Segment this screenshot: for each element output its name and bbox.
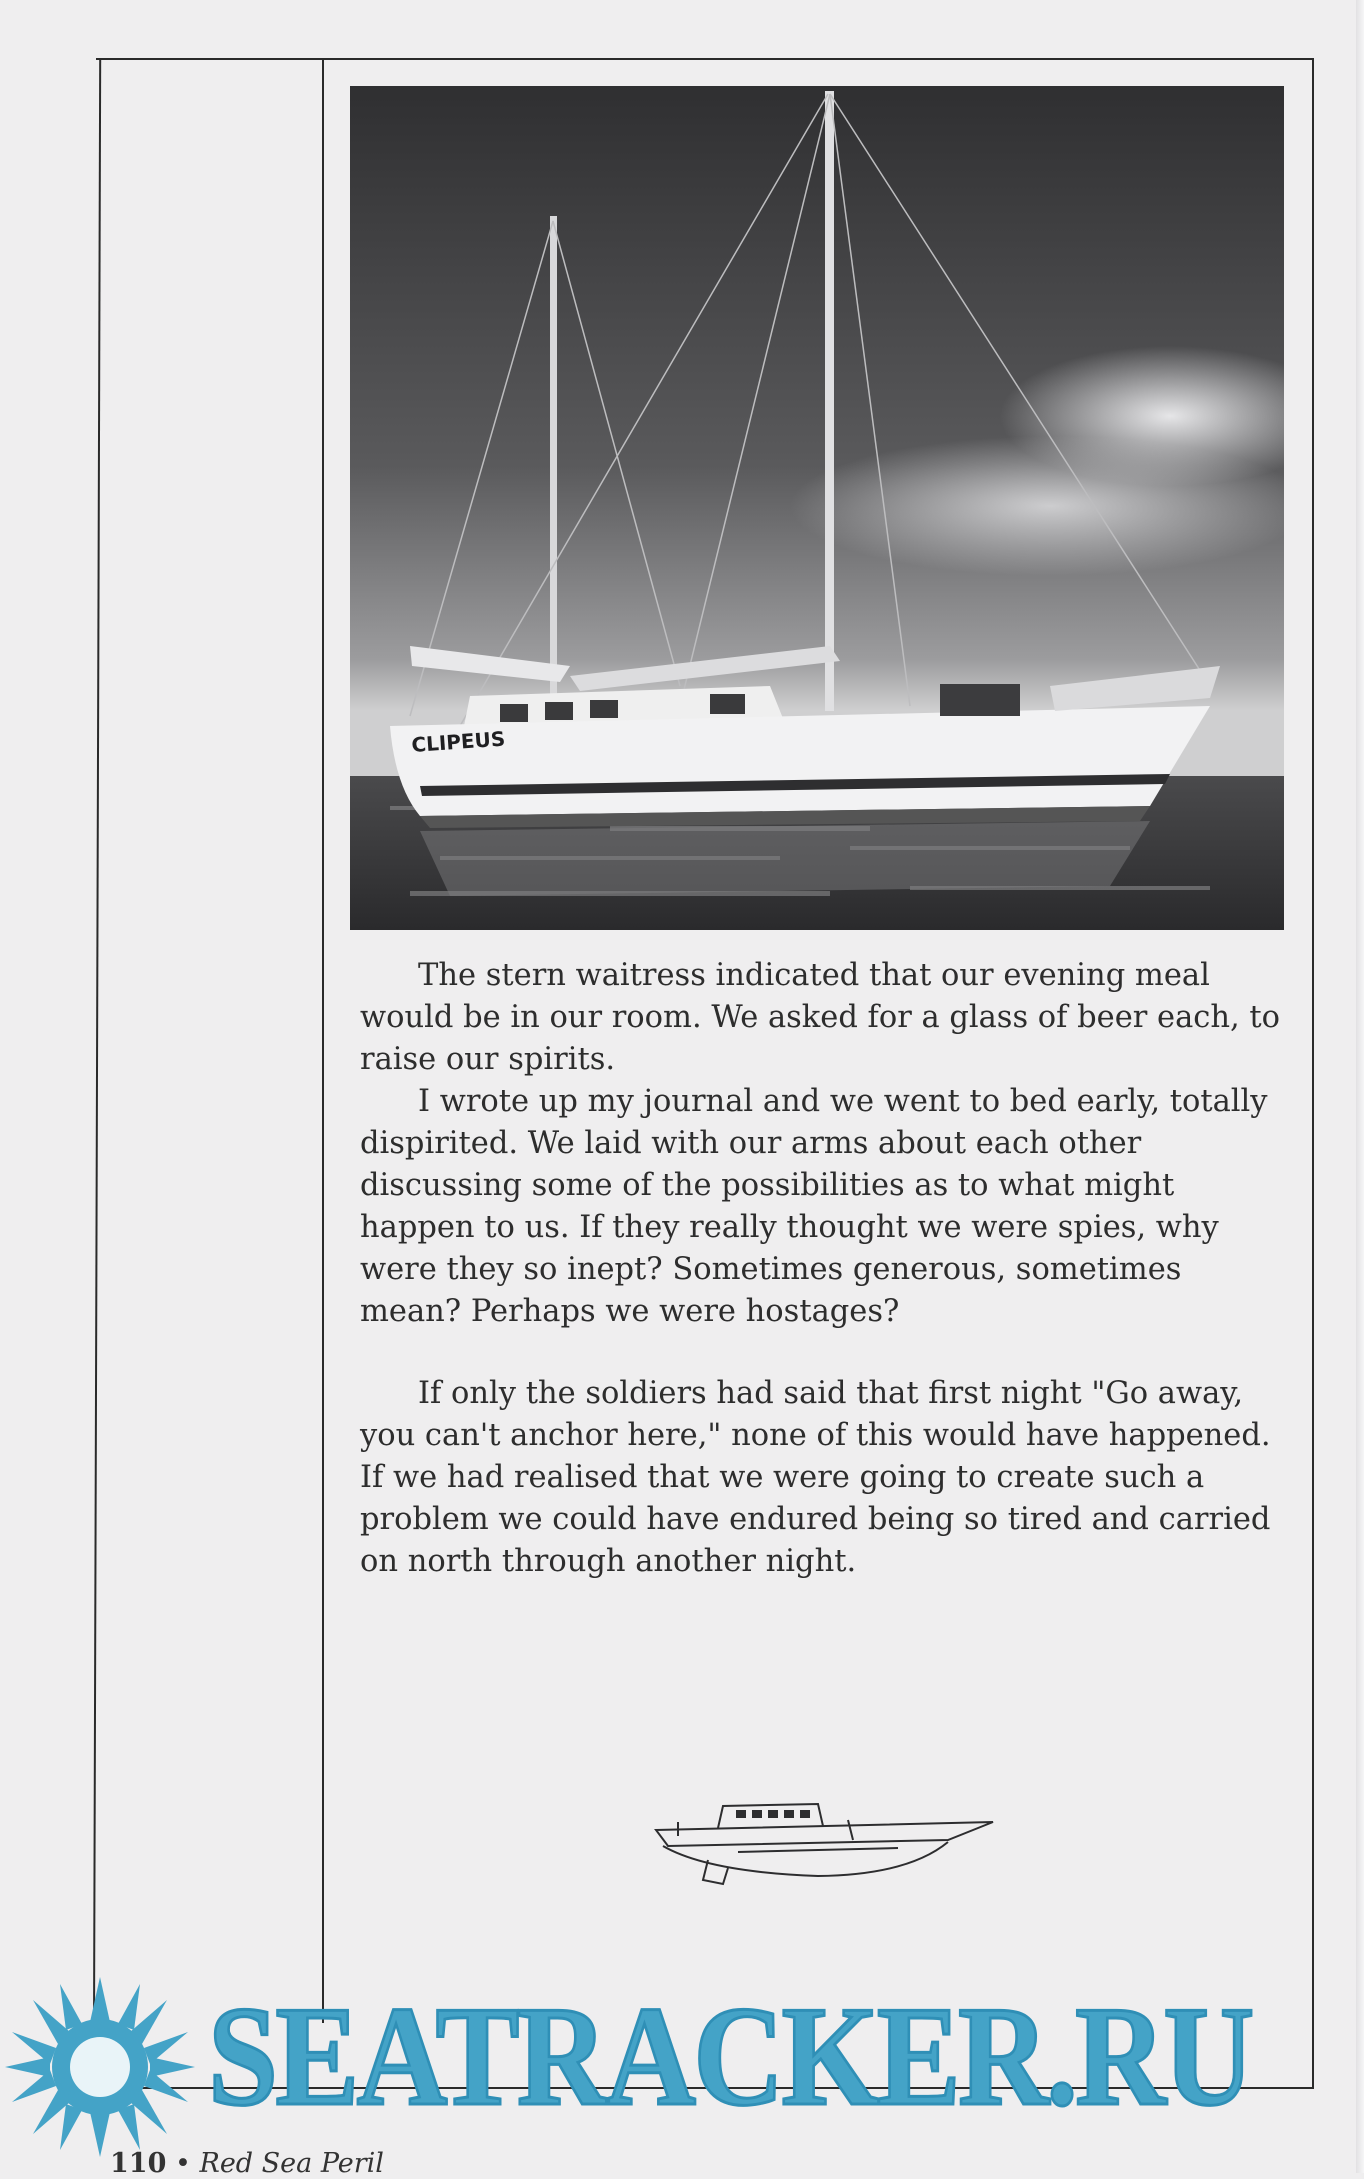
frame-right-rule <box>1312 58 1314 2088</box>
paragraph-gap <box>360 1333 1290 1373</box>
sun-logo-icon <box>0 1972 210 2162</box>
book-title: Red Sea Peril <box>199 2148 384 2179</box>
frame-top-rule <box>96 58 1314 60</box>
paragraph-3: If only the soldiers had said that first night "Go away, you can't anchor here," none of this would have happened. If we had realised that we were going to create such a problem we could have endured being so tired and carried on north through another night. <box>360 1376 1271 1579</box>
body-text <box>360 955 1290 1583</box>
footer-separator: • <box>174 2148 191 2179</box>
watermark-text: SEATRACKER.RU <box>208 1977 1252 2135</box>
frame-left-rule <box>93 58 101 2088</box>
paragraph-2: I wrote up my journal and we went to bed early, totally dispirited. We laid with our arms about each other discussing some of the possibilities as to what might happen to us. If they really thought we were spies, why were they so inept? Sometimes generous, sometimes mean? Perhaps we were hostages? <box>360 1084 1268 1329</box>
sailboat-photo <box>350 86 1284 930</box>
page-edge <box>1356 0 1364 2173</box>
boat-profile-drawing <box>648 1780 1002 1890</box>
page-number: 110 <box>110 2148 167 2179</box>
frame-margin-rule <box>322 58 324 2023</box>
paragraph-1: The stern waitress indicated that our evening meal would be in our room. We asked for a glass of beer each, to raise our spirits. <box>360 958 1281 1077</box>
boat-name-text: CLIPEUS <box>410 726 506 757</box>
